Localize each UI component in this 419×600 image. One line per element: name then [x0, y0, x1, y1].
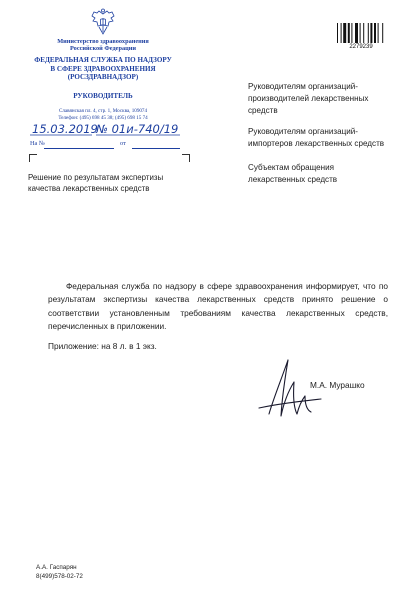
handwritten-number: № 01и-740/19: [96, 122, 179, 136]
agency-line: ФЕДЕРАЛЬНАЯ СЛУЖБА ПО НАДЗОРУ: [34, 56, 172, 64]
barcode-bar: [337, 23, 338, 43]
barcode-bar: [343, 23, 346, 43]
agency-line: В СФЕРЕ ЗДРАВООХРАНЕНИЯ: [50, 64, 156, 73]
subject-line: качества лекарственных средств: [28, 184, 150, 193]
barcode-bar: [351, 23, 352, 43]
barcode-bar: [370, 23, 372, 43]
addressee-line: Руководителям организаций-: [248, 127, 358, 136]
addressee-line: производителей лекарственных: [248, 94, 369, 103]
subject-block: [28, 172, 188, 194]
address-line: Телефон: (495) 698 45 38; (495) 698 15 74: [58, 114, 148, 121]
executor-name: А.А. Гаспарян: [36, 564, 77, 571]
addressee-manufacturers: [248, 81, 398, 117]
subject-line: Решение по результатам экспертизы: [28, 173, 164, 182]
attachment-note: Приложение: на 8 л. в 1 экз.: [48, 341, 157, 351]
addressee-line: средств: [248, 106, 278, 115]
ministry-line: Министерство здравоохранения: [57, 38, 149, 45]
reference-row: [30, 140, 180, 149]
ministry-name: [28, 38, 178, 53]
barcode-bar: [368, 23, 369, 43]
barcode-bar: [360, 23, 361, 43]
agency-name: [28, 56, 178, 82]
handwritten-date: 15.03.2019: [32, 122, 98, 136]
signer-name: М.А. Мурашко: [310, 380, 365, 390]
barcode-bar: [363, 23, 364, 43]
agency-line: (РОСЗДРАВНАДЗОР): [67, 73, 139, 82]
ministry-line: Российской Федерации: [69, 45, 136, 53]
barcode-bar: [374, 23, 376, 43]
ref-label-from: от: [120, 140, 126, 147]
head-title: РУКОВОДИТЕЛЬ: [73, 92, 133, 100]
subject-corner-tr: [182, 154, 190, 162]
barcode: [337, 23, 385, 43]
barcode-bar: [382, 23, 383, 43]
address-line: Славянская пл. 4, стр. 1, Москва, 109074: [58, 108, 148, 114]
body-paragraph: Федеральная служба по надзору в сфере здравоохранения информирует, что по результатам экспертизы качества лекарственных средств принято решение о соответствии установленным требованиям качества лекарственных средств, перечисленных в приложении.: [48, 281, 388, 332]
addressee-line: Субъектам обращения: [248, 163, 335, 172]
addressee-importers: [248, 126, 398, 150]
addressee-line: лекарственных средств: [248, 175, 338, 184]
double-headed-eagle-emblem-icon: [88, 8, 118, 36]
ref-date-line: [132, 148, 180, 149]
barcode-bar: [348, 23, 350, 43]
addressee-line: Руководителям организаций-: [248, 82, 358, 91]
addressee-subjects: [248, 162, 398, 186]
executor-phone: 8(499)578-02-72: [36, 573, 83, 580]
barcode-bar: [341, 23, 342, 43]
barcode-number: 2279239: [349, 44, 373, 50]
addressee-line: импортеров лекарственных средств: [248, 139, 385, 148]
ref-number-line: [44, 148, 114, 149]
ref-label-no: На №: [30, 140, 45, 147]
handwritten-date-number: [30, 118, 190, 140]
executor-info: [36, 563, 186, 581]
barcode-bar: [378, 23, 379, 43]
barcode-bar: [355, 23, 358, 43]
subject-corner-tl: [29, 154, 37, 162]
